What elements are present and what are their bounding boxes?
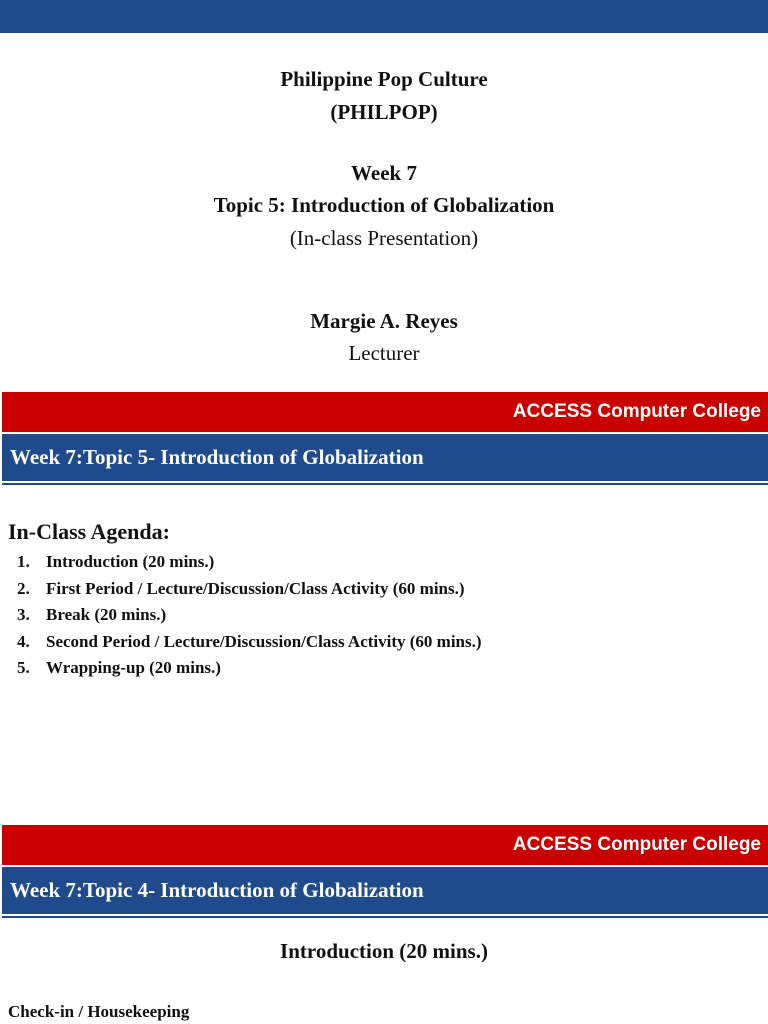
agenda-item: 1. Introduction (20 mins.) bbox=[17, 552, 215, 571]
header-divider-2 bbox=[2, 916, 768, 918]
course-code: (PHILPOP) bbox=[330, 100, 438, 124]
agenda-list bbox=[17, 550, 482, 683]
agenda-item: 3. Break (20 mins.) bbox=[17, 605, 167, 624]
institution-name-2: ACCESS Computer College bbox=[512, 834, 761, 855]
institution-banner-2 bbox=[2, 825, 768, 867]
agenda-item: 5. Wrapping-up (20 mins.) bbox=[17, 658, 221, 677]
institution-name: ACCESS Computer College bbox=[512, 401, 761, 422]
institution-banner bbox=[2, 392, 768, 434]
section-title: Introduction (20 mins.) bbox=[280, 939, 488, 963]
lecturer-role: Lecturer bbox=[348, 341, 420, 365]
slide-header bbox=[2, 434, 768, 481]
presentation-mode: (In-class Presentation) bbox=[289, 226, 479, 250]
slide-header-title: Week 7:Topic 5- Introduction of Globalization bbox=[10, 445, 424, 469]
top-header-bar bbox=[0, 0, 768, 33]
slide-header-2 bbox=[2, 867, 768, 914]
agenda-item: 4. Second Period / Lecture/Discussion/Class Activity (60 mins.) bbox=[17, 631, 482, 651]
lecturer-name: Margie A. Reyes bbox=[310, 309, 458, 333]
course-name: Philippine Pop Culture bbox=[280, 67, 488, 91]
week-label: Week 7 bbox=[351, 161, 417, 185]
header-divider bbox=[2, 483, 768, 485]
slide-header-title-2: Week 7:Topic 4- Introduction of Globalization bbox=[10, 878, 424, 902]
topic-title: Topic 5: Introduction of Globalization bbox=[213, 193, 555, 217]
checkin-item: Check-in / Housekeeping bbox=[8, 1002, 190, 1021]
agenda-title: In-Class Agenda: bbox=[8, 519, 170, 544]
agenda-item: 2. First Period / Lecture/Discussion/Class Activity (60 mins.) bbox=[17, 578, 465, 598]
